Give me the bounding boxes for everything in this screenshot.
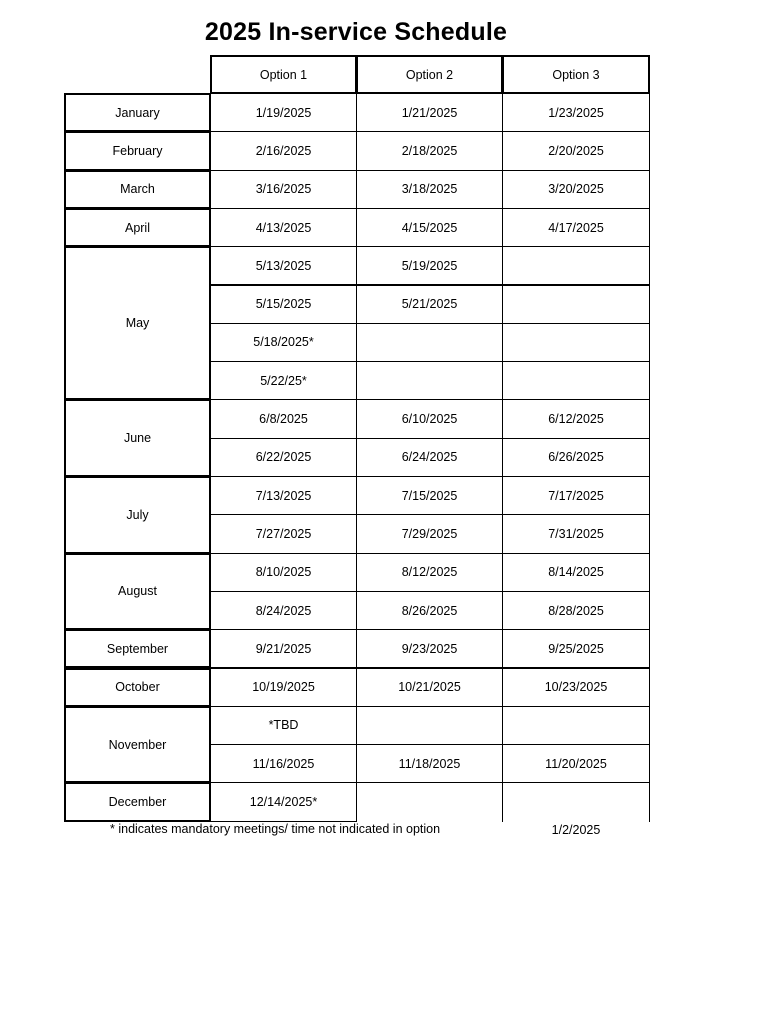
date-cell: 9/23/2025 — [356, 629, 503, 668]
date-cell — [502, 323, 650, 362]
date-cell — [356, 782, 503, 821]
month-cell: May — [64, 246, 211, 400]
date-cell: 10/21/2025 — [356, 668, 503, 707]
date-cell: 4/17/2025 — [502, 208, 650, 247]
date-cell: 6/12/2025 — [502, 399, 650, 438]
date-cell: 8/26/2025 — [356, 591, 503, 630]
date-cell — [502, 706, 650, 745]
date-cell — [356, 361, 503, 400]
date-cell: 11/18/2025 — [356, 744, 503, 783]
date-cell: 2/18/2025 — [356, 131, 503, 170]
date-cell: 11/20/2025 — [502, 744, 650, 783]
month-cell: November — [64, 706, 211, 784]
header-option-1: Option 1 — [210, 55, 357, 94]
date-cell: 7/27/2025 — [210, 514, 357, 553]
date-cell: 5/19/2025 — [356, 246, 503, 285]
date-cell: 9/21/2025 — [210, 629, 357, 668]
date-cell: 1/19/2025 — [210, 93, 357, 132]
date-cell — [502, 361, 650, 400]
date-cell: 6/22/2025 — [210, 438, 357, 477]
date-cell: 11/16/2025 — [210, 744, 357, 783]
date-cell: 1/23/2025 — [502, 93, 650, 132]
header-option-2: Option 2 — [356, 55, 503, 94]
month-cell: September — [64, 629, 211, 668]
month-cell: February — [64, 131, 211, 170]
month-cell: August — [64, 553, 211, 631]
date-cell: 6/24/2025 — [356, 438, 503, 477]
date-cell: 9/25/2025 — [502, 629, 650, 668]
date-cell: 8/28/2025 — [502, 591, 650, 630]
date-cell: 7/13/2025 — [210, 476, 357, 515]
date-cell: 8/12/2025 — [356, 553, 503, 592]
date-cell: 2/20/2025 — [502, 131, 650, 170]
date-cell: 6/26/2025 — [502, 438, 650, 477]
date-cell: 3/18/2025 — [356, 170, 503, 209]
date-cell — [356, 323, 503, 362]
date-cell: 12/14/2025* — [210, 782, 357, 821]
date-cell: 5/22/25* — [210, 361, 357, 400]
footnote: * indicates mandatory meetings/ time not indicated in option — [110, 822, 441, 836]
month-cell: December — [64, 782, 211, 821]
date-cell: 3/16/2025 — [210, 170, 357, 209]
date-cell: 8/24/2025 — [210, 591, 357, 630]
date-cell: 7/15/2025 — [356, 476, 503, 515]
extra-date: 1/2/2025 — [551, 823, 601, 837]
date-cell: 5/21/2025 — [356, 285, 503, 324]
date-cell: 5/13/2025 — [210, 246, 357, 285]
date-cell — [502, 246, 650, 285]
month-cell: March — [64, 170, 211, 209]
date-cell: *TBD — [210, 706, 357, 745]
month-cell: January — [64, 93, 211, 132]
date-cell: 1/21/2025 — [356, 93, 503, 132]
date-cell — [356, 706, 503, 745]
month-cell: July — [64, 476, 211, 554]
date-cell: 6/10/2025 — [356, 399, 503, 438]
date-cell: 2/16/2025 — [210, 131, 357, 170]
date-cell: 7/29/2025 — [356, 514, 503, 553]
date-cell: 4/15/2025 — [356, 208, 503, 247]
date-cell: 8/10/2025 — [210, 553, 357, 592]
date-cell: 6/8/2025 — [210, 399, 357, 438]
month-cell: April — [64, 208, 211, 247]
date-cell: 10/19/2025 — [210, 668, 357, 707]
date-cell — [502, 782, 650, 821]
month-cell: October — [64, 668, 211, 707]
date-cell: 8/14/2025 — [502, 553, 650, 592]
header-option-3: Option 3 — [502, 55, 650, 94]
date-cell: 3/20/2025 — [502, 170, 650, 209]
month-cell: June — [64, 399, 211, 477]
date-cell: 7/31/2025 — [502, 514, 650, 553]
date-cell — [502, 285, 650, 324]
date-cell: 5/18/2025* — [210, 323, 357, 362]
date-cell: 10/23/2025 — [502, 668, 650, 707]
page-title: 2025 In-service Schedule — [204, 18, 508, 46]
date-cell: 4/13/2025 — [210, 208, 357, 247]
date-cell: 7/17/2025 — [502, 476, 650, 515]
date-cell: 5/15/2025 — [210, 285, 357, 324]
